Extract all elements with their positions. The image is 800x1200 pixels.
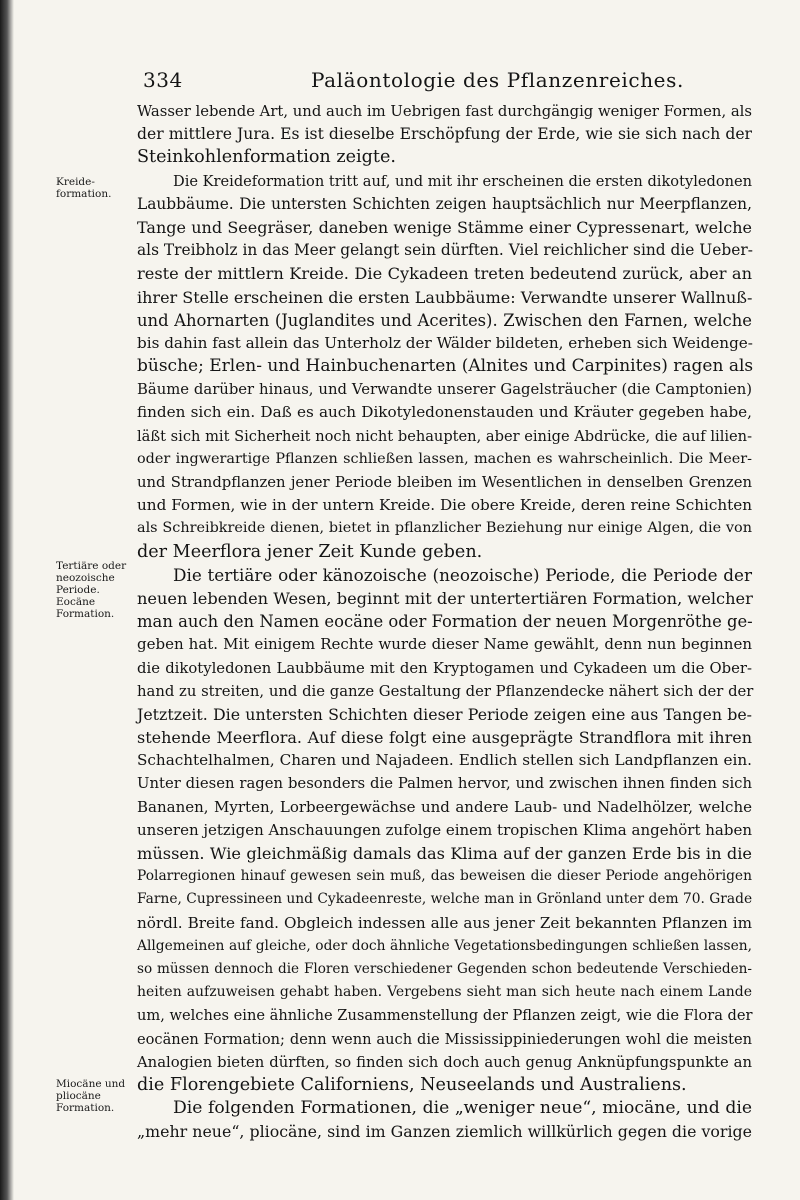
text-line: nördl. Breite fand. Obgleich indessen alle aus jener Zeit bekannten Pflanzen im	[137, 913, 752, 932]
text-line: Die tertiäre oder känozoische (neozoische) Periode, die Periode der	[173, 564, 752, 585]
text-line: man auch den Namen eocäne oder Formation der neuen Morgenröthe ge-	[137, 612, 753, 632]
text-line: neuen lebenden Wesen, beginnt mit der untertertiären Formation, welcher	[137, 588, 753, 608]
margin-note-miocaene-pliocaene	[56, 1078, 134, 1114]
binding-shadow	[0, 0, 14, 1200]
text-line: der Meerflora jener Zeit Kunde geben.	[137, 541, 483, 562]
text-line: Jetztzeit. Die untersten Schichten dieser Periode zeigen eine aus Tangen be-	[137, 704, 752, 724]
text-line: stehende Meerflora. Auf diese folgt eine ausgeprägte Strandflora mit ihren	[137, 728, 752, 748]
margin-note-line: neozoische	[56, 572, 115, 584]
text-line: eocänen Formation; denn wenn auch die Mississippiniederungen wohl die meisten	[137, 1030, 752, 1048]
text-line: um, welches eine ähnliche Zusammenstellung der Pflanzen zeigt, wie die Flora der	[137, 1007, 753, 1025]
margin-note-line: Periode.	[56, 584, 100, 596]
page-header	[143, 68, 748, 94]
text-line: ihrer Stelle erscheinen die ersten Laubbäume: Verwandte unserer Wallnuß-	[137, 287, 753, 307]
text-line: hand zu streiten, und die ganze Gestaltung der Pflanzendecke nähert sich der der	[137, 682, 754, 700]
text-line: Analogien bieten dürften, so finden sich doch auch genug Anknüpfungspunkte an	[137, 1053, 752, 1071]
text-line: Unter diesen ragen besonders die Palmen hervor, und zwischen ihnen finden sich	[137, 775, 752, 793]
text-line: unseren jetzigen Anschauungen zufolge einem tropischen Klima angehört haben	[137, 820, 752, 839]
text-line: Die folgenden Formationen, die „weniger neue“, miocäne, und die	[173, 1098, 752, 1119]
text-line: finden sich ein. Daß es auch Dikotyledonenstauden und Kräuter gegeben habe,	[137, 403, 752, 422]
margin-note-line: Formation.	[56, 608, 115, 620]
margin-note-line: Miocäne und	[56, 1078, 126, 1090]
text-line: Bananen, Myrten, Lorbeergewächse und andere Laub- und Nadelhölzer, welche	[137, 797, 752, 816]
text-line: bis dahin fast allein das Unterholz der Wälder bildeten, erheben sich Weidenge-	[137, 333, 753, 352]
margin-note-line: pliocäne	[56, 1090, 101, 1102]
margin-note-line: Formation.	[56, 1102, 115, 1114]
text-line: müssen. Wie gleichmäßig damals das Klima auf der ganzen Erde bis in die	[137, 844, 752, 863]
text-line: und Strandpflanzen jener Periode bleiben im Wesentlichen in denselben Grenzen	[137, 474, 752, 491]
text-line: Bäume darüber hinaus, und Verwandte unserer Gagelsträucher (die Camptonien)	[137, 381, 752, 399]
text-line: die dikotyledonen Laubbäume mit den Kryptogamen und Cykadeen um die Ober-	[137, 659, 752, 677]
text-line: und Formen, wie in der untern Kreide. Die obere Kreide, deren reine Schichten	[137, 496, 752, 515]
margin-note-line: Eocäne	[56, 596, 96, 608]
margin-note-tertiaere-periode	[56, 560, 134, 620]
text-line: Die Kreideformation tritt auf, und mit ihr erscheinen die ersten dikotyledonen	[173, 172, 753, 190]
text-line: reste der mittlern Kreide. Die Cykadeen treten bedeutend zurück, aber an	[137, 264, 752, 284]
text-line: büsche; Erlen- und Hainbuchenarten (Alnites und Carpinites) ragen als	[137, 356, 754, 377]
text-line: als Schreibkreide dienen, bietet in pflanzlicher Beziehung nur einige Algen, die von	[137, 520, 752, 537]
margin-note-line: formation.	[56, 188, 112, 200]
text-line: Allgemeinen auf gleiche, oder doch ähnliche Vegetationsbedingungen schließen lassen,	[137, 937, 752, 954]
text-line: läßt sich mit Sicherheit noch nicht behaupten, aber einige Abdrücke, die auf lilien-	[137, 427, 752, 445]
text-line: Tange und Seegräser, daneben wenige Stämme einer Cypressenart, welche	[137, 217, 752, 237]
body-text	[137, 100, 752, 1143]
text-line: Schachtelhalmen, Charen und Najadeen. Endlich stellen sich Landpflanzen ein.	[137, 751, 752, 770]
text-line: heiten aufzuweisen gehabt haben. Vergebens sieht man sich heute nach einem Lande	[137, 984, 752, 1001]
margin-note-kreideformation	[56, 176, 134, 200]
text-line: die Florengebiete Californiens, Neuseelands und Australiens.	[137, 1074, 687, 1095]
page-number: 334	[143, 68, 183, 92]
text-line: Wasser lebende Art, und auch im Uebrigen fast durchgängig weniger Formen, als	[137, 103, 752, 120]
text-line: Farne, Cupressineen und Cykadeenreste, welche man in Grönland unter dem 70. Grade	[137, 891, 753, 908]
text-line: Polarregionen hinauf gewesen sein muß, das beweisen die dieser Periode angehörigen	[137, 868, 752, 885]
text-line: „mehr neue“, pliocäne, sind im Ganzen ziemlich willkürlich gegen die vorige	[137, 1122, 752, 1142]
text-line: so müssen dennoch die Floren verschiedener Gegenden schon bedeutende Verschieden-	[137, 960, 752, 977]
text-line: der mittlere Jura. Es ist dieselbe Erschöpfung der Erde, wie sie sich nach der	[137, 125, 752, 144]
running-title: Paläontologie des Pflanzenreiches.	[311, 68, 684, 92]
text-line: Steinkohlenformation zeigte.	[137, 147, 396, 168]
text-line: und Ahornarten (Juglandites und Acerites). Zwischen den Farnen, welche	[137, 310, 752, 330]
text-line: geben hat. Mit einigem Rechte wurde dieser Name gewählt, denn nun beginnen	[137, 635, 752, 654]
text-line: als Treibholz in das Meer gelangt sein dürften. Viel reichlicher sind die Ueber-	[137, 241, 753, 260]
text-line: Laubbäume. Die untersten Schichten zeigen hauptsächlich nur Meerpflanzen,	[137, 194, 752, 213]
margin-note-line: Kreide-	[56, 176, 95, 188]
margin-note-line: Tertiäre oder	[56, 560, 127, 572]
text-line: oder ingwerartige Pflanzen schließen lassen, machen es wahrscheinlich. Die Meer-	[137, 450, 752, 467]
